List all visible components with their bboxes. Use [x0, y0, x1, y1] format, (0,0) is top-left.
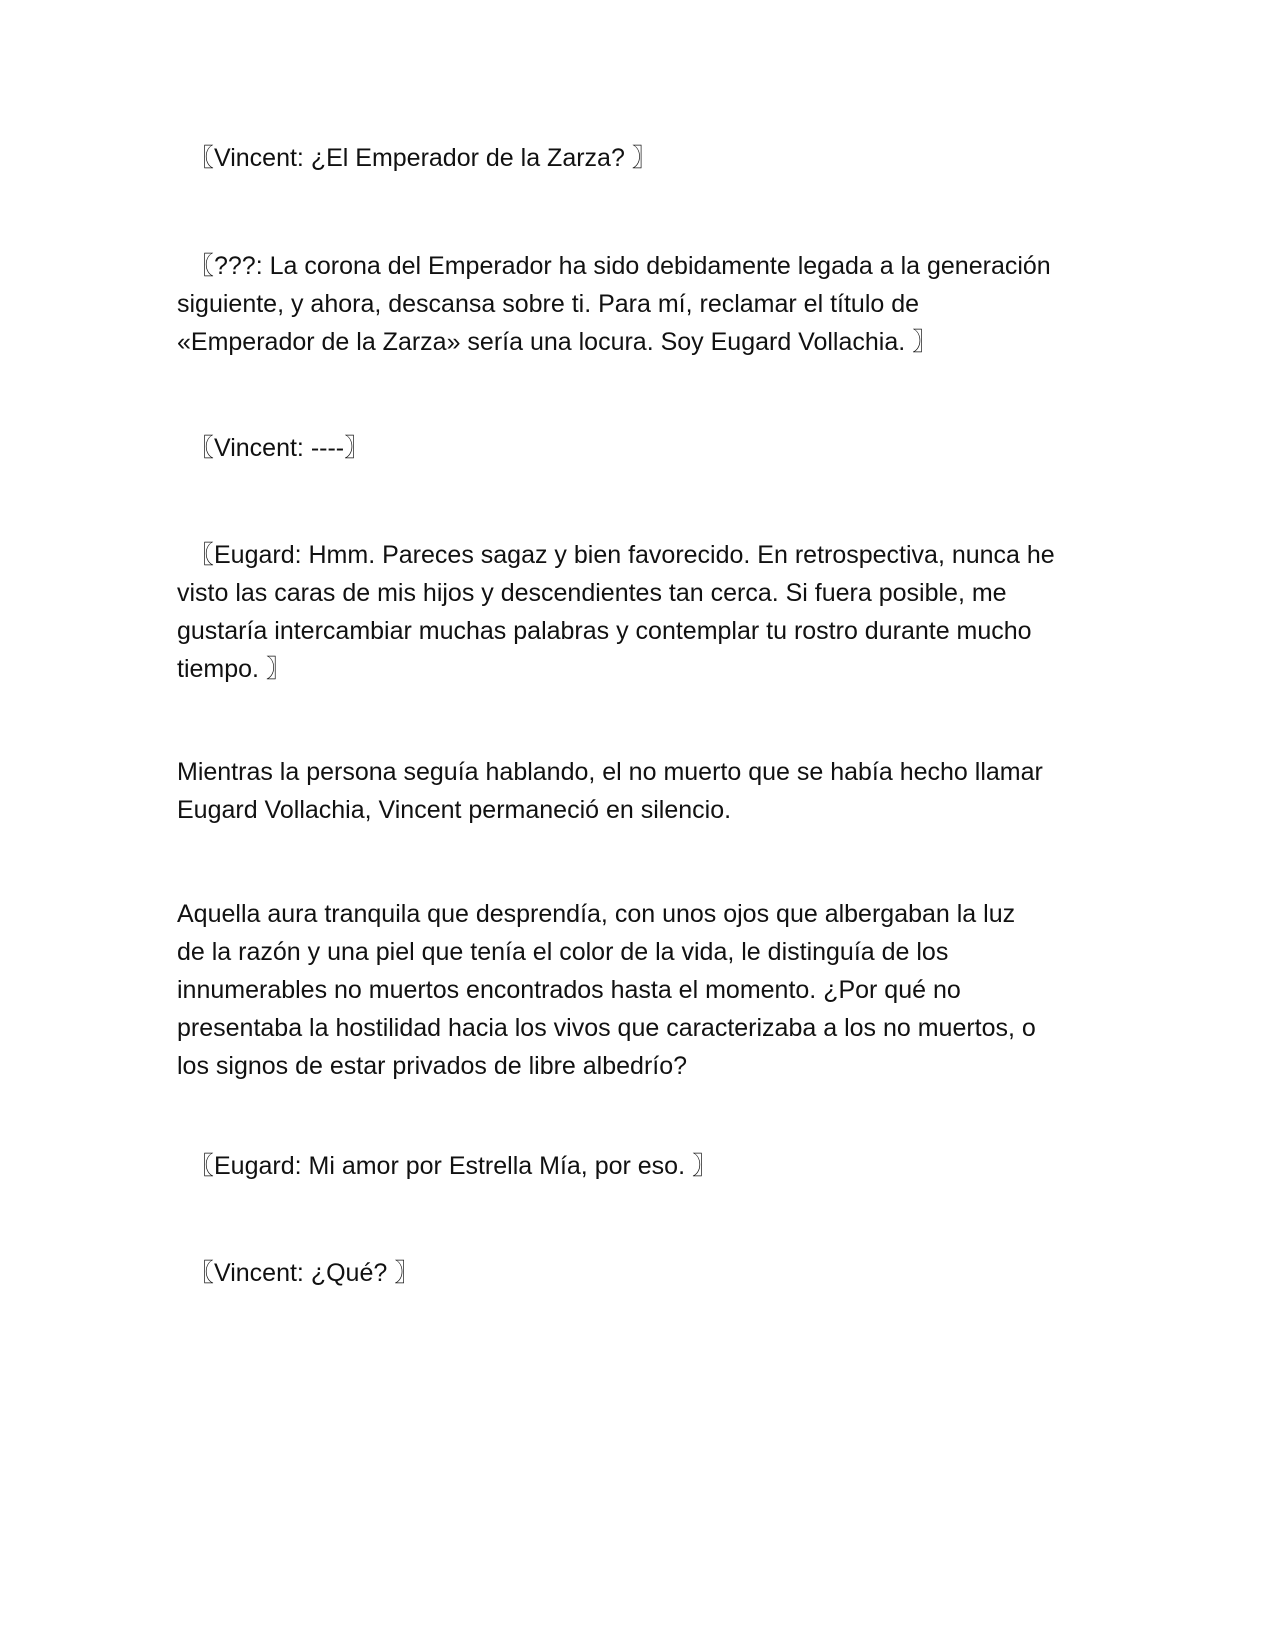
paragraph-vincent-question — [177, 139, 1107, 177]
text-line: siguiente, y ahora, descansa sobre ti. Para mí, reclamar el título de — [177, 290, 920, 318]
text-line: 〖Vincent: ¿El Emperador de la Zarza? 〗 — [189, 144, 657, 172]
text-line: los signos de estar privados de libre albedrío? — [177, 1052, 688, 1080]
text-line: 〖Vincent: ¿Qué? 〗 — [189, 1259, 420, 1287]
text-line: 〖Eugard: Hmm. Pareces sagaz y bien favorecido. En retrospectiva, nunca he — [189, 541, 1055, 569]
text-line: Aquella aura tranquila que desprendía, con unos ojos que albergaban la luz — [177, 900, 1016, 928]
text-line: de la razón y una piel que tenía el color de la vida, le distinguía de los — [177, 938, 949, 966]
paragraph-eugard-introduction — [177, 247, 1107, 361]
text-line: visto las caras de mis hijos y descendientes tan cerca. Si fuera posible, me — [177, 579, 1007, 607]
paragraph-vincent-what — [177, 1254, 1107, 1292]
text-line: 〖Vincent: ----〗 — [189, 434, 370, 462]
paragraph-vincent-silence — [177, 429, 1107, 467]
text-line: innumerables no muertos encontrados hasta el momento. ¿Por qué no — [177, 976, 961, 1004]
text-line: 〖Eugard: Mi amor por Estrella Mía, por eso. 〗 — [189, 1152, 717, 1180]
paragraph-narration-silence — [177, 753, 1107, 829]
text-line: «Emperador de la Zarza» sería una locura. Soy Eugard Vollachia. 〗 — [177, 328, 938, 356]
text-line: gustaría intercambiar muchas palabras y contemplar tu rostro durante mucho — [177, 617, 1032, 645]
paragraph-eugard-hmm — [177, 536, 1107, 688]
paragraph-narration-aura — [177, 895, 1107, 1085]
paragraph-eugard-love — [177, 1147, 1107, 1185]
text-line: Eugard Vollachia, Vincent permaneció en silencio. — [177, 796, 732, 824]
text-line: presentaba la hostilidad hacia los vivos que caracterizaba a los no muertos, o — [177, 1014, 1036, 1042]
text-line: 〖???: La corona del Emperador ha sido debidamente legada a la generación — [189, 252, 1051, 280]
text-line: tiempo. 〗 — [177, 655, 291, 683]
text-line: Mientras la persona seguía hablando, el no muerto que se había hecho llamar — [177, 758, 1043, 786]
